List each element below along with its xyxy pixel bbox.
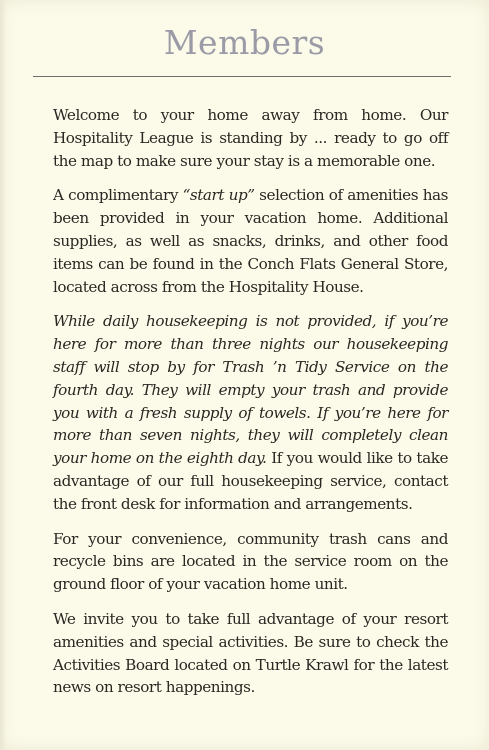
paragraph-welcome: Welcome to your home away from home. Our Hospitality League is standing by ... ready to go off the map to make sure your stay is a memorable one. (53, 106, 448, 170)
paragraph-amenities (53, 184, 448, 298)
start-up-emphasis: “start up” (182, 186, 255, 205)
amenities-text-start: A complimentary (53, 186, 183, 205)
title-divider (33, 76, 451, 77)
paragraph-housekeeping (53, 310, 448, 515)
housekeeping-regular-text: If you would like to take advantage of our full housekeeping service, contact the front desk for information and arrangements. (53, 449, 448, 513)
housekeeping-italic-text: While daily housekeeping is not provided, if you’re here for more than three nights our housekeeping staff will stop by for Trash ’n Tidy Service on the fourth day. They will empty your trash and provide you with a fresh supply of towels. If you’re here for more than seven nights, they will completely clean your home on the eighth day. (53, 312, 448, 468)
paragraph-activities: We invite you to take full advantage of your resort amenities and special activities. Be sure to check the Activities Board located on Turtle Krawl for the latest news on resort happenings. (53, 609, 448, 697)
amenities-text-rest: selection of amenities has been provided in your vacation home. Additional supplies, as well as snacks, drinks, and other food items can be found in the Conch Flats General Store, located across from the Hospitality House. (53, 186, 448, 296)
paragraph-trash: For your convenience, community trash cans and recycle bins are located in the service room on the ground floor of your vacation home unit. (53, 529, 448, 594)
page-edge-shadow (0, 0, 6, 750)
document-body (53, 104, 448, 711)
page-title: Members (163, 23, 326, 62)
